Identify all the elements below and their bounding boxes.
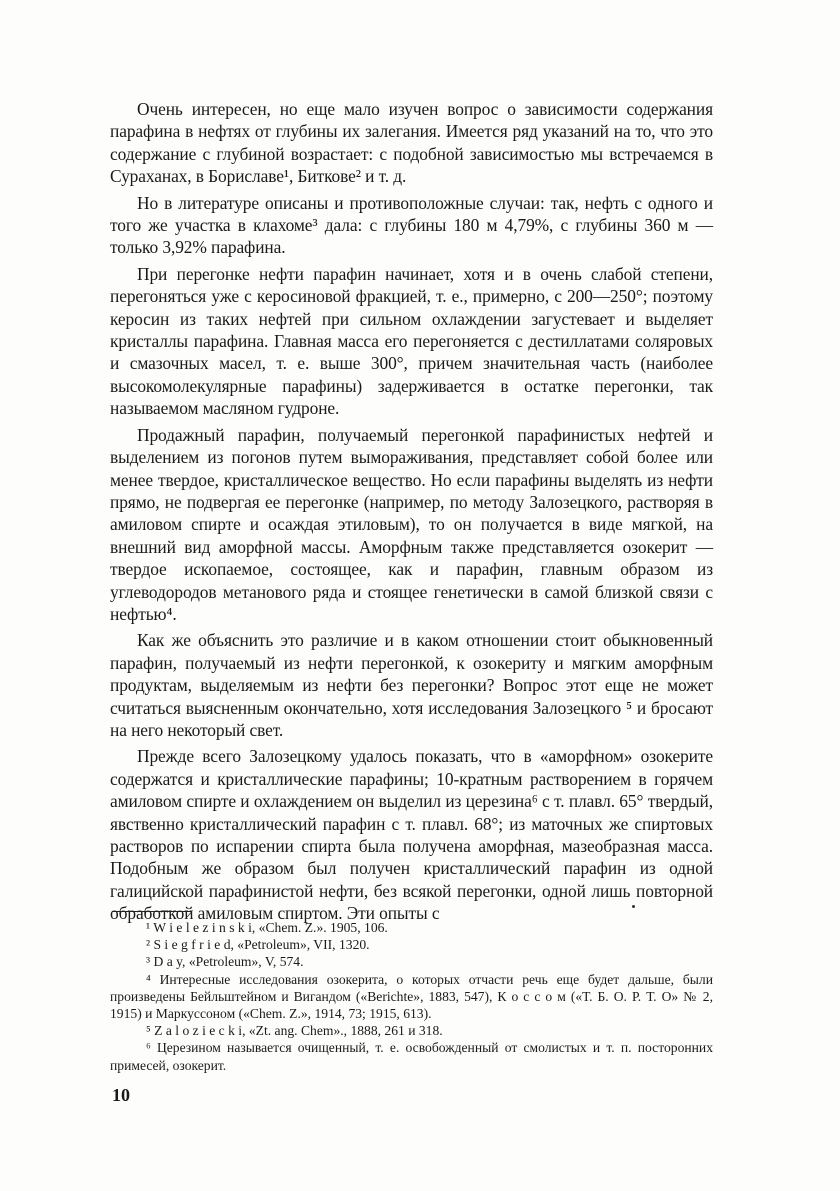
paragraph: Как же объяснить это различие и в каком отношении стоит обыкновенный парафин, получаемый из нефти перегонкой, к озокериту и мягким аморфным продуктам, выделяемым из нефти без перегонки? Вопрос этот еще не может считаться выясненным окончательно, хотя исследования Залозецкого ⁵ и бросают на него некоторый свет.: [110, 630, 713, 740]
paragraph: Очень интересен, но еще мало изучен вопрос о зависимости содержания парафина в нефтях от глубины их залегания. Имеется ряд указаний на то, что это содержание с глубиной возрастает: с подобной зависимостью мы встречаемся в Сураханах, в Бориславе¹, Биткове² и т. д.: [110, 99, 713, 187]
footnote: ³ D a y, «Petroleum», V, 574.: [146, 954, 304, 970]
footnote: ⁵ Z a l o z i e c k i, «Zt. ang. Chem»., 1888, 261 и 318.: [146, 1023, 443, 1039]
paragraph: Продажный парафин, получаемый перегонкой парафинистых нефтей и выделением из погонов путем вымораживания, представляет собой более или менее твердое, кристаллическое вещество. Но если парафины выделять из нефти прямо, не подвергая ее перегонке (например, по методу Залозецкого, растворяя в амиловом спирте и осаждая этиловым), то он получается в виде мягкой, на внешний вид аморфной массы. Аморфным также представляется озокерит — твердое ископаемое, состоящее, как и парафин, главным образом из углеводородов метанового ряда и стоящее генетически в самой близкой связи с нефтью⁴.: [110, 424, 713, 624]
footnote: ² S i e g f r i e d, «Petroleum», VII, 1320.: [146, 937, 370, 953]
footnote-separator: [112, 911, 192, 912]
footnote: ⁶ Церезином называется очищенный, т. е. освобожденный от смолистых и т. п. посторонних примесей, озокерит.: [110, 1040, 713, 1073]
paragraph: При перегонке нефти парафин начинает, хотя и в очень слабой степени, перегоняться уже с керосиновой фракцией, т. е., примерно, с 200—250°; поэтому керосин из таких нефтей при сильном охлаждении загустевает и выделяет кристаллы парафина. Главная масса его перегоняется с дестиллатами соляровых и смазочных масел, т. е. выше 300°, причем значительная часть (наиболее высокомолекулярные парафины) задерживается в остатке перегонки, так называемом масляном гудроне.: [110, 263, 713, 419]
paragraph: Прежде всего Залозецкому удалось показать, что в «аморфном» озокерите содержатся и кристаллические парафины; 10-кратным растворением в горячем амиловом спирте и охлаждением он выделил из церезина⁶ с т. плавл. 65° твердый, явственно кристаллический парафин с т. плавл. 68°; из маточных же спиртовых растворов по испарении спирта была получена аморфная, мазеобразная масса. Подобным же образом был получен кристаллический парафин из одной галицийской парафинистой нефти, без всякой перегонки, одной лишь повторной обработкой амиловым спиртом. Эти опыты с: [110, 746, 713, 924]
footnotes: [110, 919, 713, 1074]
paragraph: Но в литературе описаны и противоположные случаи: так, нефть с одного и того же участка в клахоме³ дала: с глубины 180 м 4,79%, с глубины 360 м — только 3,92% парафина.: [110, 192, 713, 258]
page-number: 10: [112, 1085, 130, 1105]
main-text: [110, 98, 713, 929]
footnote: ⁴ Интересные исследования озокерита, о которых отчасти речь еще будет дальше, были произведены Бейльштейном и Вигандом («Berichte», 1883, 547), К о с с о м («Т. Б. О. Р. Т. О» № 2, 1915) и Маркуссоном («Chem. Z.», 1914, 73; 1915, 613).: [110, 971, 713, 1022]
footnote: ¹ W i e l e z i n s k i, «Chem. Z.». 1905, 106.: [146, 920, 388, 935]
print-speck: [632, 905, 635, 908]
